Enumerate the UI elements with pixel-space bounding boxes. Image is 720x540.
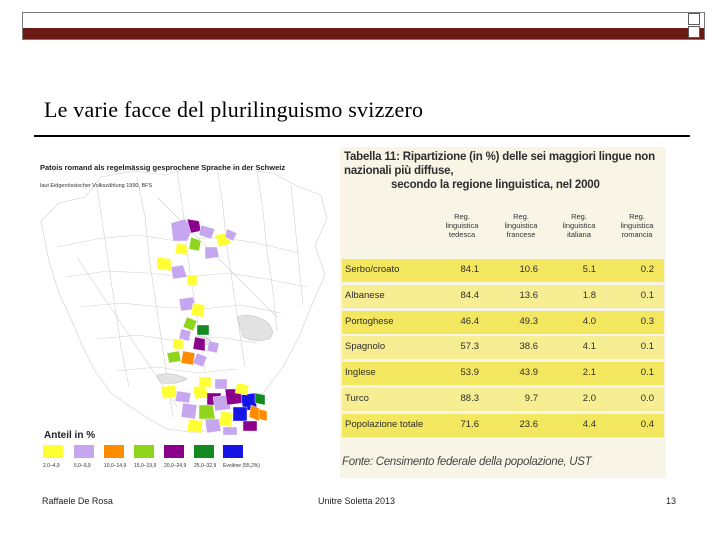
table-cell: 84.1 [460,264,479,275]
table-cell: 0.1 [640,341,654,353]
footer-page-number: 13 [666,496,677,506]
table-cell: 2.0 [582,393,596,404]
table-cell: 84.4 [460,289,479,301]
table-cell: 38.6 [519,341,538,353]
table-cell: 2.1 [582,367,596,379]
table-cell: 46.4 [460,315,479,327]
column-header: Reg. linguistica tedesca [445,212,479,239]
table-title-line1: Tabella 11: Ripartizione (in %) delle sei maggiori lingue non nazionali più diffuse, [344,151,655,177]
slide-top-bar [22,12,705,40]
table-cell: 9.7 [524,393,538,404]
table-cell: 43.9 [519,367,538,379]
table-cell: 0.1 [640,367,654,379]
table-cell: 4.0 [582,315,596,327]
row-label: Portoghese [345,315,394,327]
legend-label: 25,0–32,9 [194,463,217,469]
legend-swatch [74,445,94,458]
legend-swatch [134,445,154,458]
title-underline [34,135,690,137]
row-label: Popolazione totale [345,418,424,430]
footer-event: Unitre Soletta 2013 [318,496,396,506]
table-cell: 5.1 [582,264,596,275]
legend-swatch [164,445,184,458]
column-header: Reg. linguistica italiana [562,212,596,239]
column-header: Reg. linguistica romancia [620,212,654,239]
table-cell: 0.1 [640,289,654,301]
legend-swatch [43,445,63,458]
legend-swatch [223,445,243,458]
table-cell: 23.6 [519,418,538,430]
table-cell: 1.8 [582,289,596,301]
table-cell: 0.3 [640,315,654,327]
corner-square-bottom [688,26,700,38]
map-subtitle: laut Eidgenössischer Volkszählung 1990, BFS [40,183,153,189]
table-title-line2: secondo la regione linguistica, nel 2000 [391,179,600,191]
row-label: Spagnolo [345,341,386,353]
column-header: Reg. linguistica francese [504,212,538,239]
table-cell: 0.4 [640,418,654,430]
legend-label: 15,0–19,9 [134,463,157,469]
table-cell: 0.0 [640,393,654,404]
legend-swatch [194,445,214,458]
table-title [344,150,666,192]
footer-author: Raffaele De Rosa [42,496,113,506]
slide-top-band [23,28,704,39]
table-cell: 49.3 [519,315,538,327]
row-label: Inglese [345,367,376,379]
table-cell: 4.4 [582,418,596,430]
row-label: Albanese [345,289,385,301]
map-title: Patois romand als regelmässig gesprochene Sprache in der Schweiz [40,163,286,172]
table-cell: 13.6 [519,289,538,301]
row-label: Serbo/croato [345,264,400,275]
table-cell: 0.2 [640,264,654,275]
table-cell: 57.3 [460,341,479,353]
legend-label: 20,0–24,9 [164,463,187,469]
slide-title: Le varie facce del plurilinguismo svizzero [44,97,424,122]
language-table [340,147,666,478]
table-source: Fonte: Censimento federale della popolazione, UST [342,456,592,468]
patois-map [37,157,327,475]
table-cell: 4.1 [582,341,596,353]
table-cell: 53.9 [460,367,479,379]
legend-title: Anteil in % [44,430,96,441]
legend-label: 10,0–14,9 [104,463,127,469]
corner-square-top [688,13,700,25]
legend-swatch [104,445,124,458]
row-label: Turco [345,393,369,404]
table-cell: 10.6 [519,264,538,275]
table-cell: 88.3 [460,393,479,404]
legend-label: 5,0–9,9 [74,463,91,469]
legend-label: Evolène (55,2%) [223,463,260,469]
switzerland-map-image [37,157,327,475]
table-cell: 71.6 [460,418,479,430]
legend-label: 2,0–4,9 [43,463,60,469]
